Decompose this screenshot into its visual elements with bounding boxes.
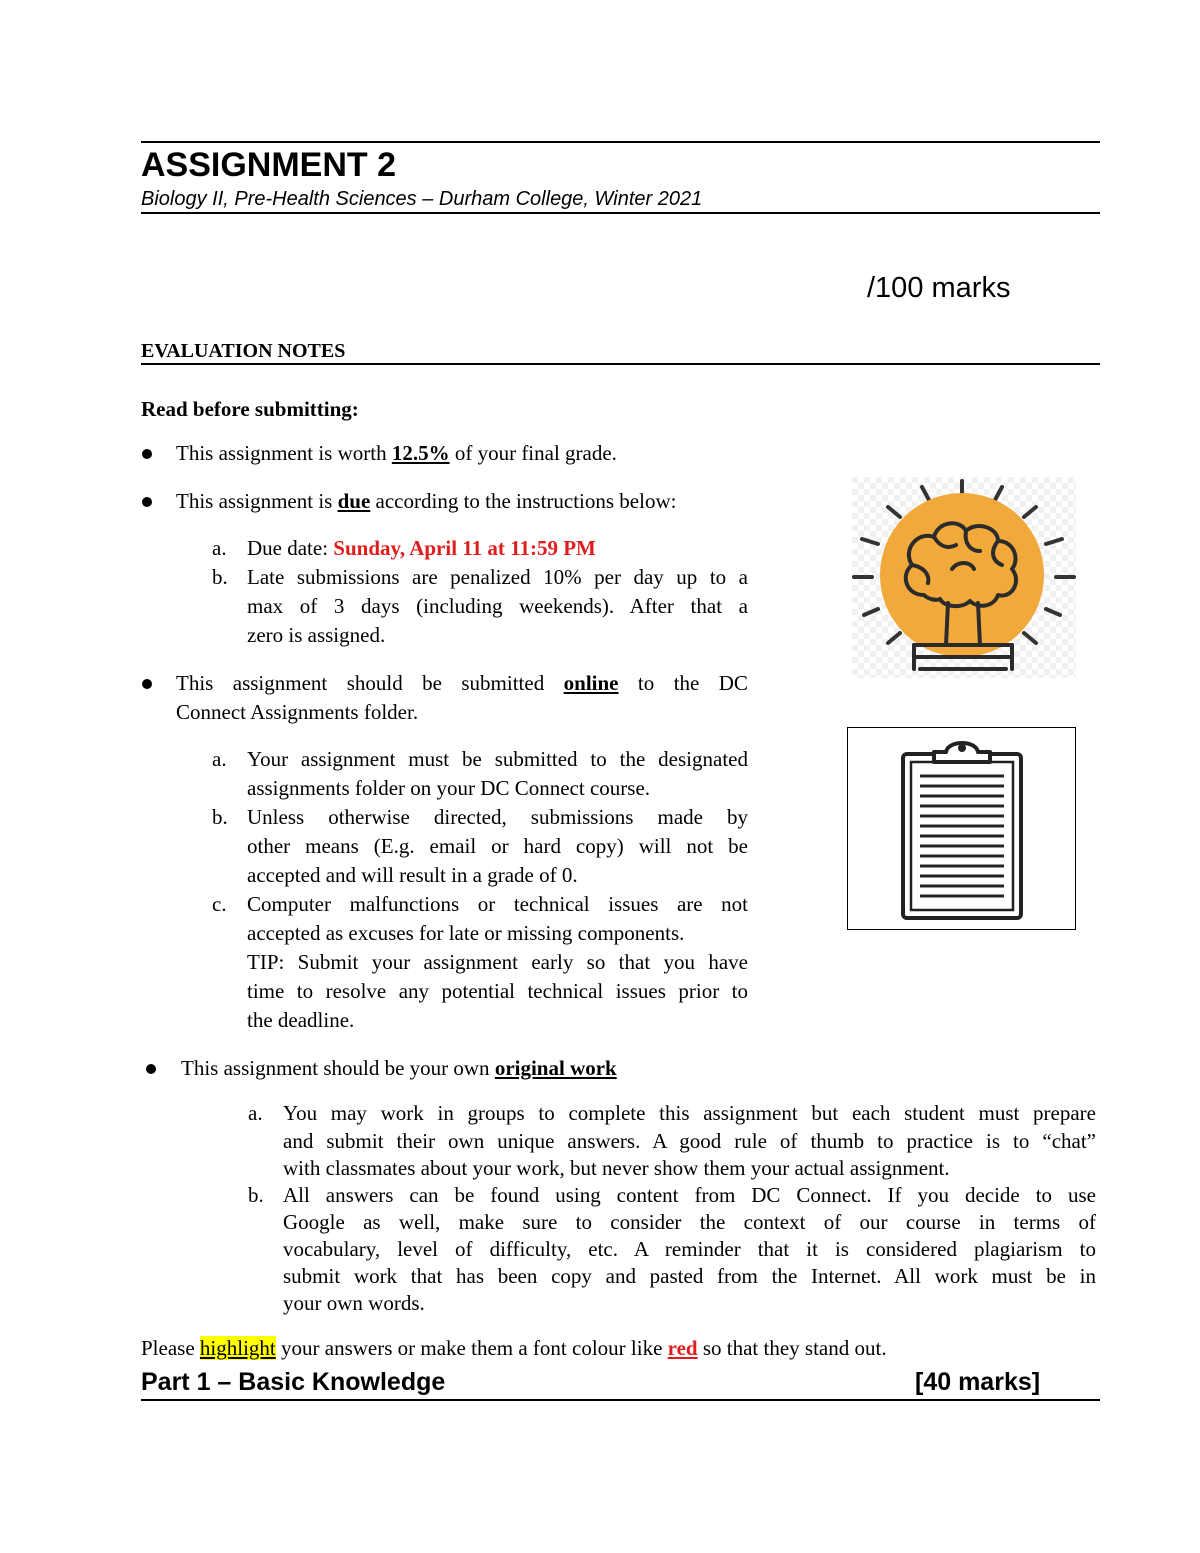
due-date-item [247, 534, 596, 562]
lightbulb-brain-icon [852, 477, 1076, 678]
due-date-label: Due date: [247, 536, 329, 560]
list-marker: b. [212, 565, 228, 589]
bullet-dot [142, 497, 152, 507]
bullet-original-pre: This assignment should be your own [181, 1056, 490, 1080]
bullet-due-post: according to the instructions below: [375, 489, 677, 513]
online-word: online [563, 671, 619, 695]
bullet-worth [176, 439, 617, 467]
online-item-a-line: Your assignment must be submitted to the designated [247, 747, 748, 771]
highlight-note [141, 1334, 887, 1362]
read-before-label: Read before submitting: [141, 397, 359, 421]
highlight-word: highlight [199, 1336, 276, 1360]
bullet-dot [146, 1064, 156, 1074]
note-pre: Please [141, 1336, 195, 1360]
grade-weight: 12.5% [391, 441, 450, 465]
online-item-c-line: accepted as excuses for late or missing components. [247, 921, 685, 945]
online-pre-5: submitted [461, 671, 545, 695]
bullet-original [181, 1054, 617, 1082]
bullet-online-cont: Connect Assignments folder. [176, 700, 419, 724]
online-pre-3: should [346, 671, 403, 695]
evaluation-rule [141, 363, 1100, 365]
online-post-2: the [673, 671, 700, 695]
online-item-b-line: Unless otherwise directed, submissions made by [247, 805, 748, 829]
header-top-rule [141, 141, 1100, 143]
online-pre-1: This [176, 671, 214, 695]
original-item-b-line: All answers can be found using content from DC Connect. If you decide to use [283, 1183, 1096, 1207]
online-post-3: DC [718, 671, 748, 695]
original-item-b-line: vocabulary, level of difficulty, etc. A reminder that it is considered plagiarism to [283, 1237, 1096, 1261]
late-policy-line: max of 3 days (including weekends). After that a [247, 594, 748, 618]
online-item-b-line: other means (E.g. email or hard copy) will not be [247, 834, 748, 858]
part1-marks: [40 marks] [915, 1368, 1041, 1396]
original-item-b-line: Google as well, make sure to consider the context of our course in terms of [283, 1210, 1096, 1234]
list-marker: b. [248, 1183, 264, 1207]
header-bottom-rule [141, 212, 1100, 214]
online-post-1: to [637, 671, 655, 695]
page-title: ASSIGNMENT 2 [141, 146, 397, 184]
online-item-a-line: assignments folder on your DC Connect course. [247, 776, 651, 800]
red-word: red [667, 1336, 698, 1360]
bullet-online [176, 669, 748, 697]
note-post: so that they stand out. [702, 1336, 887, 1360]
bullet-due [176, 487, 676, 515]
original-work: original work [494, 1056, 617, 1080]
online-item-c-line: TIP: Submit your assignment early so that you have [247, 950, 748, 974]
note-mid: your answers or make them a font colour like [281, 1336, 663, 1360]
original-item-a-line: with classmates about your work, but never show them your actual assignment. [283, 1156, 950, 1180]
original-item-b-line: your own words. [283, 1291, 425, 1315]
list-marker: a. [248, 1101, 263, 1125]
late-policy-line: zero is assigned. [247, 623, 386, 647]
list-marker: a. [212, 747, 227, 771]
bullet-dot [142, 679, 152, 689]
due-word: due [337, 489, 371, 513]
online-pre-4: be [422, 671, 442, 695]
list-marker: b. [212, 805, 228, 829]
evaluation-heading: EVALUATION NOTES [141, 340, 346, 362]
online-item-c-line: the deadline. [247, 1008, 355, 1032]
bullet-dot [142, 449, 152, 459]
total-marks: /100 marks [867, 272, 1011, 304]
online-item-c-line: time to resolve any potential technical issues prior to [247, 979, 748, 1003]
part1-rule [141, 1399, 1100, 1401]
list-marker: a. [212, 536, 227, 560]
online-item-b-line: accepted and will result in a grade of 0. [247, 863, 578, 887]
list-marker: c. [212, 892, 227, 916]
original-item-b-line: submit work that has been copy and pasted from the Internet. All work must be in [283, 1264, 1096, 1288]
clipboard-icon [847, 727, 1076, 930]
page-subtitle: Biology II, Pre-Health Sciences – Durham College, Winter 2021 [141, 188, 703, 210]
original-item-a-line: You may work in groups to complete this assignment but each student must prepare [283, 1101, 1096, 1125]
bullet-worth-pre: This assignment is worth [176, 441, 387, 465]
part1-title: Part 1 – Basic Knowledge [141, 1368, 446, 1396]
original-item-a-line: and submit their own unique answers. A good rule of thumb to practice is to “chat” [283, 1129, 1096, 1153]
bullet-worth-post: of your final grade. [454, 441, 617, 465]
due-date-value: Sunday, April 11 at 11:59 PM [333, 536, 596, 560]
online-item-c-line: Computer malfunctions or technical issues are not [247, 892, 748, 916]
late-policy-line: Late submissions are penalized 10% per day up to a [247, 565, 748, 589]
bullet-due-pre: This assignment is [176, 489, 333, 513]
online-pre-2: assignment [232, 671, 328, 695]
